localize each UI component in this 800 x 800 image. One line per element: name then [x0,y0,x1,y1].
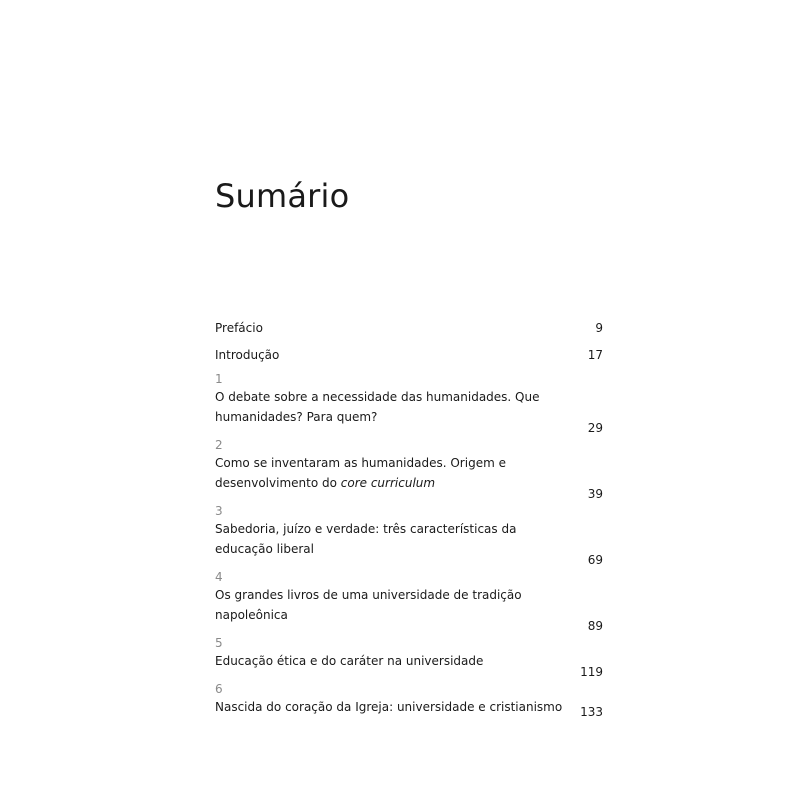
toc-entry-title: Sabedoria, juízo e verdade: três características da educação liberal [215,522,517,556]
toc-entry-title: Educação ética e do caráter na universidade [215,654,484,668]
toc-page-number: 119 [580,665,603,679]
toc-entry-chapter-3[interactable] [215,504,605,570]
toc-entry-chapter-4[interactable] [215,570,605,636]
toc-page-number: 9 [595,321,603,335]
toc-page-number: 69 [587,553,603,567]
chapter-number: 3 [215,504,223,518]
toc-entry-title: Prefácio [215,321,263,335]
toc-entry-title [215,453,567,493]
page-title: Sumário [215,177,350,215]
toc-entry-title-text: Como se inventaram as humanidades. Origem e desenvolvimento do [215,456,506,490]
toc-entry-title: Os grandes livros de uma universidade de tradição napoleônica [215,588,522,622]
toc-entry-chapter-5[interactable] [215,636,605,682]
table-of-contents [215,318,605,722]
toc-entry-chapter-6[interactable] [215,682,605,722]
toc-page-number: 133 [580,705,603,719]
toc-entry-chapter-1[interactable] [215,372,605,438]
toc-page-number: 29 [587,421,603,435]
toc-entry-title: Nascida do coração da Igreja: universidade e cristianismo [215,700,563,714]
toc-entry-introducao[interactable] [215,345,605,372]
toc-entry-prefacio[interactable] [215,318,605,345]
toc-page-number: 39 [587,487,603,501]
toc-page-number: 17 [587,348,603,362]
toc-entry-title: Introdução [215,348,280,362]
chapter-number: 1 [215,372,223,386]
toc-page-number: 89 [587,619,603,633]
chapter-number: 2 [215,438,223,452]
chapter-number: 6 [215,682,223,696]
chapter-number: 4 [215,570,223,584]
toc-entry-title-italic: core curriculum [340,476,436,490]
toc-entry-title: O debate sobre a necessidade das humanidades. Que humanidades? Para quem? [215,390,540,424]
chapter-number: 5 [215,636,223,650]
toc-entry-chapter-2[interactable] [215,438,605,504]
